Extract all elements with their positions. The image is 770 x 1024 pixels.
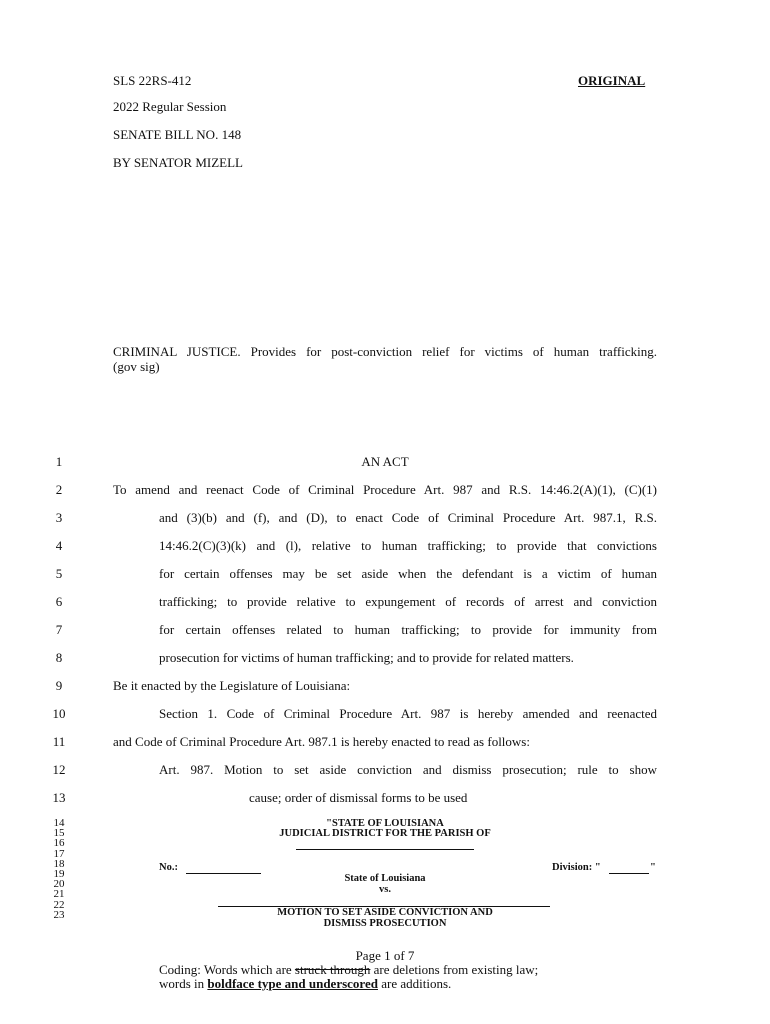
form-state: "STATE OF LOUISIANA [326, 818, 444, 829]
line-number: 10 [52, 706, 66, 721]
title-line: for certain offenses related to human trafficking; to provide for immunity from [159, 622, 657, 637]
line-number: 12 [52, 762, 66, 777]
line-number: 6 [55, 594, 63, 609]
line-number: 5 [55, 566, 63, 581]
line-number: 23 [53, 908, 65, 921]
session-label: 2022 Regular Session [113, 99, 227, 114]
title-line: To amend and reenact Code of Criminal Procedure Art. 987 and R.S. 14:46.2(A)(1), (C)(1) [113, 482, 657, 497]
line-number: 1 [55, 454, 63, 469]
line-number: 3 [55, 510, 63, 525]
line-number: 21 [53, 888, 65, 901]
line-number: 18 [53, 857, 65, 870]
line-number: 19 [53, 868, 65, 881]
title-line: 14:46.2(C)(3)(k) and (l), relative to human trafficking; to provide that convictions [159, 538, 657, 553]
title-line: for certain offenses may be set aside when the defendant is a victim of human [159, 566, 657, 581]
coding-strike-example: struck through [294, 962, 371, 977]
line-number: 7 [55, 622, 63, 637]
page-number: Page 1 of 7 [355, 948, 415, 963]
original-label: ORIGINAL [578, 73, 646, 88]
section-text: and Code of Criminal Procedure Art. 987.1 is hereby enacted to read as follows: [113, 734, 530, 749]
form-motion-title-2: DISMISS PROSECUTION [323, 918, 447, 929]
parish-blank-line [296, 849, 474, 850]
line-number: 4 [55, 538, 63, 553]
line-number: 9 [55, 678, 63, 693]
form-district: JUDICIAL DISTRICT FOR THE PARISH OF [279, 828, 491, 839]
digest-line-2: (gov sig) [113, 359, 160, 374]
section-text: Section 1. Code of Criminal Procedure Art. 987 is hereby amended and reenacted [159, 706, 657, 721]
article-heading: Art. 987. Motion to set aside conviction and dismiss prosecution; rule to show [159, 762, 657, 777]
act-heading: AN ACT [361, 454, 409, 469]
title-line: and (3)(b) and (f), and (D), to enact Code of Criminal Procedure Art. 987.1, R.S. [159, 510, 657, 525]
article-heading: cause; order of dismissal forms to be used [249, 790, 468, 805]
coding-text: are deletions from existing law; [370, 962, 539, 977]
line-number: 8 [55, 650, 63, 665]
bill-author: BY SENATOR MIZELL [113, 155, 243, 170]
enacting-clause: Be it enacted by the Legislature of Louisiana: [113, 678, 351, 693]
form-division-end-quote: " [650, 862, 656, 873]
form-state-of-louisiana: State of Louisiana [344, 873, 426, 884]
line-number: 20 [53, 878, 65, 891]
line-number: 2 [55, 482, 63, 497]
form-vs: vs. [379, 884, 391, 895]
small-line-numbers [48, 818, 70, 920]
form-no-label: No.: [159, 862, 178, 873]
bill-identifier: SLS 22RS-412 [113, 73, 192, 88]
coding-text: Coding: Words which are [159, 962, 295, 977]
form-division-label: Division: " [552, 862, 601, 873]
digest-line-1: CRIMINAL JUSTICE. Provides for post-conviction relief for victims of human trafficking. [113, 344, 657, 359]
bill-number: SENATE BILL NO. 148 [113, 127, 242, 142]
coding-bold-example: boldface type and underscored [207, 976, 378, 991]
line-number: 11 [52, 734, 66, 749]
coding-line-2 [159, 976, 451, 992]
line-number: 22 [53, 898, 65, 911]
line-number: 14 [53, 817, 65, 829]
line-number: 16 [53, 837, 65, 850]
title-line: prosecution for victims of human trafficking; and to provide for related matters. [159, 650, 574, 665]
line-number: 15 [53, 827, 65, 840]
line-number: 13 [52, 790, 66, 805]
title-line: trafficking; to provide relative to expungement of records of arrest and conviction [159, 594, 657, 609]
form-motion-title-1: MOTION TO SET ASIDE CONVICTION AND [277, 907, 493, 918]
coding-text: are additions. [377, 976, 452, 991]
coding-text: words in [159, 976, 208, 991]
line-number: 17 [53, 847, 65, 860]
